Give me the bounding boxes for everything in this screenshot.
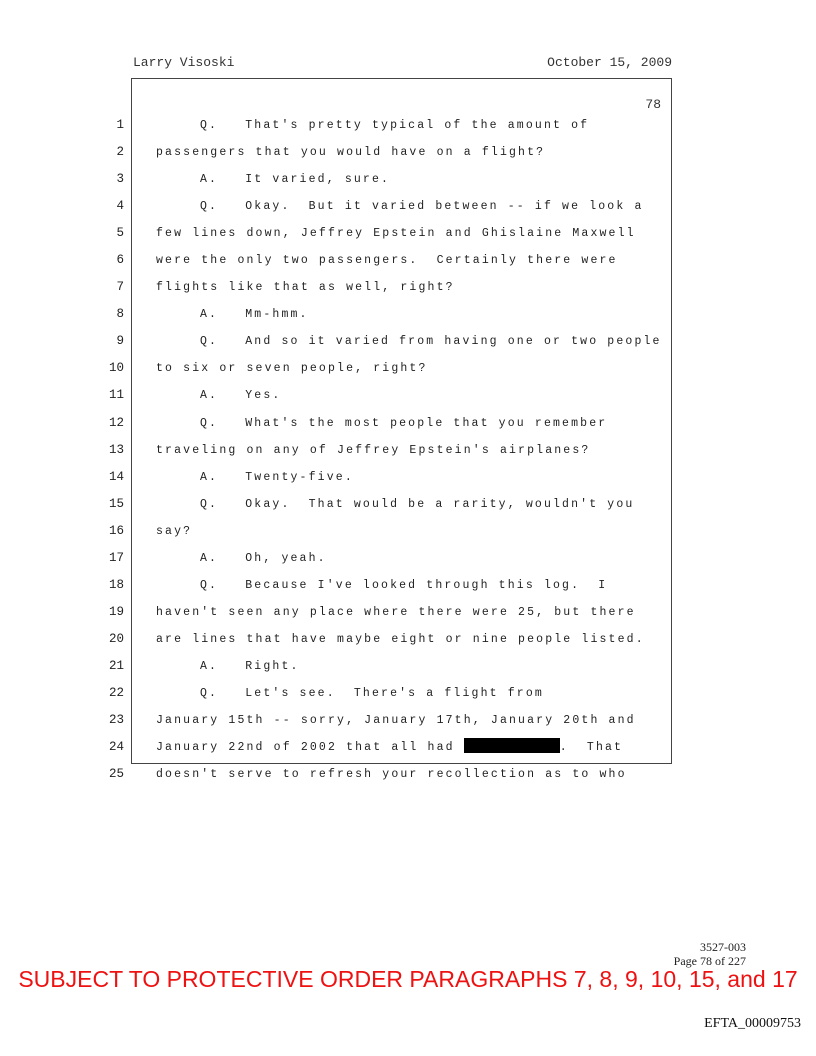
protective-order-banner: SUBJECT TO PROTECTIVE ORDER PARAGRAPHS 7, 8, 9, 10, 15, and 17 (18, 966, 798, 992)
line-number: 16 (108, 523, 124, 538)
line-number: 9 (116, 334, 124, 349)
transcript-line-text: January 22nd of 2002 that all had (156, 741, 455, 755)
line-number: 22 (108, 685, 124, 700)
transcript-page-number: 78 (645, 97, 661, 112)
line-number: 5 (116, 226, 124, 241)
line-number-column (100, 112, 124, 788)
line-number: 15 (108, 496, 124, 511)
transcript-line-redacted (156, 734, 666, 761)
transcript-line: Q. What's the most people that you remember (200, 416, 608, 430)
transcript-line: Q. Okay. But it varied between -- if we look a (200, 200, 644, 214)
line-number: 19 (108, 604, 124, 619)
transcript-line: Q. Because I've looked through this log. I (200, 578, 608, 592)
transcript-line: A. Right. (200, 659, 300, 673)
line-number: 14 (108, 469, 124, 484)
line-number: 4 (116, 199, 124, 214)
line-number: 11 (108, 388, 124, 403)
transcript-line: few lines down, Jeffrey Epstein and Ghislaine Maxwell (156, 227, 636, 241)
line-number: 23 (108, 713, 124, 728)
bates-number: EFTA_00009753 (704, 1016, 801, 1031)
transcript-line: haven't seen any place where there were 25, but there (156, 605, 636, 619)
doc-code: 3527-003 (700, 940, 746, 954)
transcript-line: traveling on any of Jeffrey Epstein's airplanes? (156, 443, 591, 457)
line-number: 17 (108, 550, 124, 565)
line-number: 20 (108, 631, 124, 646)
transcript-line: Q. Okay. That would be a rarity, wouldn't you (200, 497, 635, 511)
deposition-date: October 15, 2009 (547, 55, 672, 70)
line-number: 10 (108, 361, 124, 376)
page-of: Page 78 of 227 (673, 954, 746, 968)
transcript-line: A. Mm-hmm. (200, 308, 309, 322)
line-number: 8 (116, 307, 124, 322)
transcript-line: January 15th -- sorry, January 17th, January 20th and (156, 714, 636, 728)
transcript-line: say? (156, 524, 193, 538)
line-number: 1 (116, 118, 124, 132)
line-number: 3 (116, 172, 124, 187)
transcript-line: flights like that as well, right? (156, 281, 455, 295)
transcript-line: passengers that you would have on a flight? (156, 146, 546, 160)
line-number: 12 (108, 415, 124, 430)
line-number: 2 (116, 145, 124, 160)
transcript-line: are lines that have maybe eight or nine people listed. (156, 632, 645, 646)
transcript-line-continuation: . That (559, 741, 624, 755)
transcript-line: Q. And so it varied from having one or two people (200, 335, 662, 349)
transcript-line: were the only two passengers. Certainly there were (156, 254, 618, 268)
line-number: 21 (108, 658, 124, 673)
witness-name: Larry Visoski (133, 55, 235, 70)
transcript-text (156, 112, 666, 788)
redaction-block (464, 738, 560, 753)
transcript-line: A. Twenty-five. (200, 470, 354, 484)
line-number: 24 (108, 740, 124, 755)
line-number: 13 (108, 442, 124, 457)
transcript-line: A. It varied, sure. (200, 173, 391, 187)
transcript-line: Q. That's pretty typical of the amount of (200, 119, 590, 132)
line-number: 18 (108, 577, 124, 592)
line-number: 7 (116, 280, 124, 295)
transcript-line: A. Oh, yeah. (200, 551, 327, 565)
line-number: 6 (116, 253, 124, 268)
transcript-line: doesn't serve to refresh your recollection as to who (156, 768, 627, 782)
transcript-line: Q. Let's see. There's a flight from (200, 686, 544, 700)
transcript-line: A. Yes. (200, 389, 282, 403)
document-reference (674, 940, 746, 968)
transcript-line: to six or seven people, right? (156, 362, 428, 376)
line-number: 25 (108, 767, 124, 782)
